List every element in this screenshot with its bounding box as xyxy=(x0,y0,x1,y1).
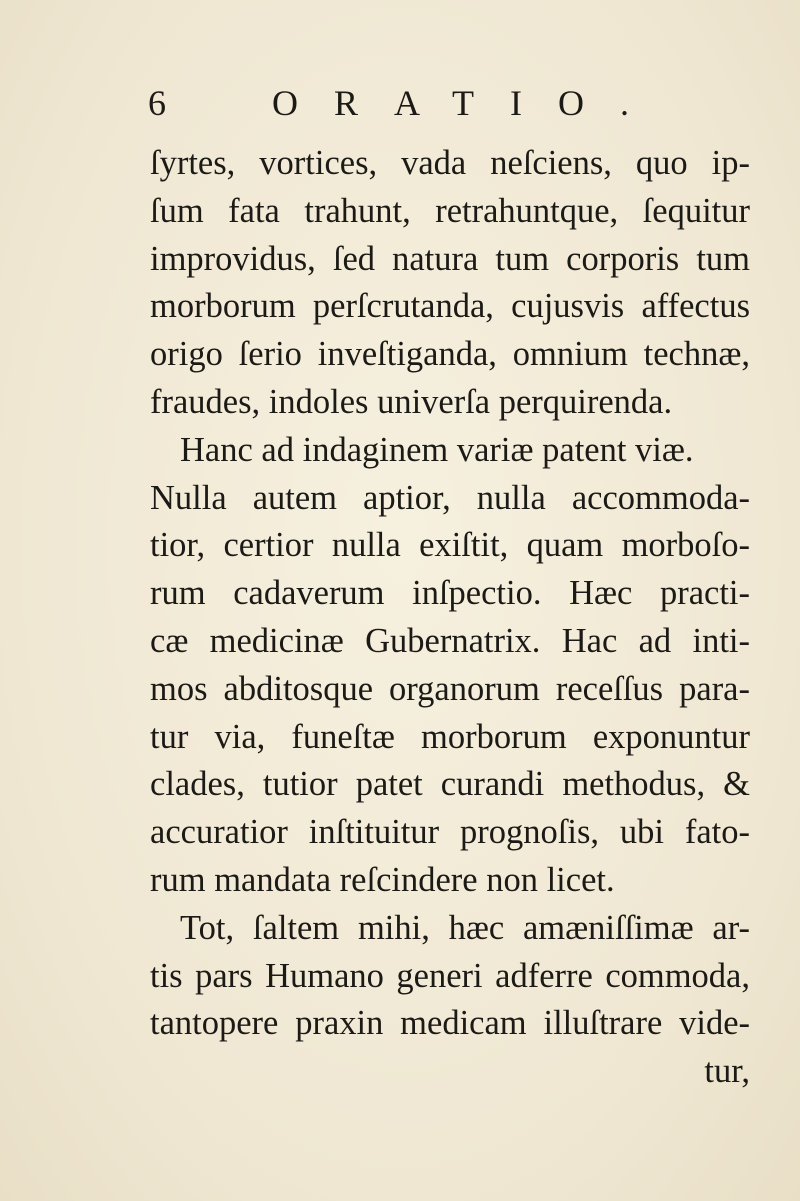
page-number: 6 xyxy=(148,83,166,123)
text-line: mos abditosque organorum receſſus para- xyxy=(150,669,750,708)
text-line: rum cadaverum inſpectio. Hæc practi- xyxy=(150,574,750,613)
text-line: fraudes, indoles univerſa perquirenda. xyxy=(150,382,673,421)
catchword: tur, xyxy=(704,1052,750,1091)
text-line: improvidus, ſed natura tum corporis tum xyxy=(150,239,750,278)
text-line: Nulla autem aptior, nulla accommoda- xyxy=(150,478,750,517)
text-line: accuratior inſtituitur prognoſis, ubi fato- xyxy=(150,813,750,852)
text-line: clades, tutior patet curandi methodus, & xyxy=(150,765,750,804)
page-header xyxy=(148,82,665,126)
text-line: ſyrtes, vortices, vada neſciens, quo ip- xyxy=(150,144,750,182)
text-line: tis pars Humano generi adferre commoda, xyxy=(150,956,750,995)
text-line: tior, certior nulla exiſtit, quam morboſo- xyxy=(150,526,750,565)
running-title: ORATIO. xyxy=(272,83,665,123)
text-line: morborum perſcrutanda, cujusvis affectus xyxy=(150,287,750,326)
text-line: origo ſerio inveſtiganda, omnium technæ, xyxy=(150,335,750,374)
text-line: cæ medicinæ Gubernatrix. Hac ad inti- xyxy=(150,621,750,660)
text-line: Tot, ſaltem mihi, hæc amæniſſimæ ar- xyxy=(180,908,750,947)
text-line: tur via, funeſtæ morborum exponuntur xyxy=(150,717,750,756)
text-line: rum mandata reſcindere non licet. xyxy=(150,860,615,899)
body-text xyxy=(150,140,750,1096)
text-line: ſum fata trahunt, retrahuntque, ſequitur xyxy=(150,191,750,230)
text-line: tantopere praxin medicam illuſtrare vide- xyxy=(150,1004,750,1043)
text-line: Hanc ad indaginem variæ patent viæ. xyxy=(180,430,694,469)
